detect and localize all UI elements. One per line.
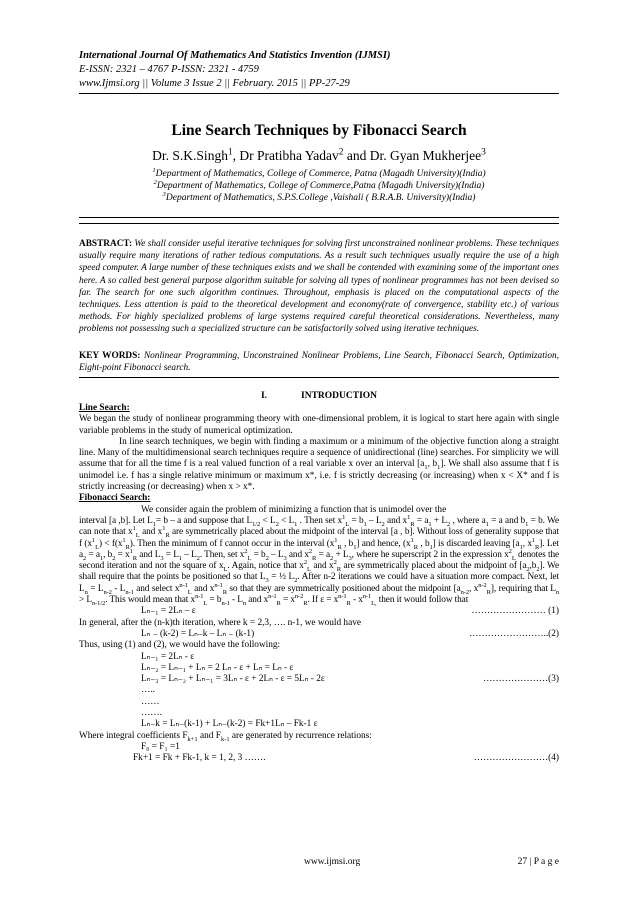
author-line (79, 148, 559, 164)
author-separator: and (343, 148, 370, 163)
equation-line: Lₙ₋₂ = Lₙ₋₁ + Lₙ = 2 Lₙ - ε + Lₙ = Lₙ - ε (141, 662, 294, 673)
affiliation (79, 180, 559, 192)
affiliation (79, 192, 559, 204)
page-footer (79, 857, 559, 871)
author-name: Dr Pratibha Yadav (239, 148, 339, 163)
ellipsis-line: …… (141, 696, 160, 707)
subheading-fibonacci: Fibonacci Search: (79, 493, 151, 504)
volume-line: www.Ijmsi.org || Volume 3 Issue 2 || February. 2015 || PP-27-29 (79, 78, 350, 89)
author-separator: , (232, 148, 240, 163)
affiliation-mark: 2 (153, 178, 157, 186)
paragraph-math: interval [a ,b]. Let $L_1= b - a$ and suppose that $L_{1/2} < L_2 < L_1$ . Then set $x^1_L = b_1 - L_2$ and $x^1_R = a_1 + L_2$ , where $a_1 = a$ and $b_1 = b$. We can note that $x^1_L$ and $x^1_R$ are symmetrically placed about the midpoint of the interval [a , b]. Without loss of generality suppose that f $(x^1_L) < f(x^1_R)$. Then the minimum of f cannot occur in the interval ($x^1_R$ , $b_1$] and hence, ($x^1_R$ , $b_1$] is discarded leaving [$a_1$, $x^1_R$]. Let $a_2 = a_1$, $b_2 = x^1_R$ and $L_3 = L_1 - L_2$. Then, set $x^2_L = b_2 - L_3$ and $x^2_R = a_2 + L_3$, where he superscript 2 in the expression $x^2_L$ denotes the second iteration and not the square of $x_L$. Again, notice that $x^2_L$ and $x^2_R$ are symmetrically placed about the midpoint of $[a_2,b_2]$. We shall require that the points be positioned so that $L_3$ = ½ $L_2$. After n-2 iterations we could have a situation more compact. Next, let $L_n = L_{n-2} - L_{n-1}$ and select $x^{n-1}_L$ and $x^{n-1}_R$ so that they are symmetrically positioned about the midpoint [$a_{n-2}$, $x^{n-2}_R$], requiring that $L_n > L_{n-1/2}$. This would mean that $x^{n-1}_L = b_{n-1} - L_n$ and $x^{n-1}_R = x^{n-2}_R$. If $\varepsilon = x^{n-1}_R - x^{n-1}_{L,}$ then it would follow that (79, 513, 560, 607)
affiliation-text: Department of Mathematics, College of Commerce,Patna (Magadh University)(India) (156, 181, 485, 191)
keywords-text: Nonlinear Programming, Unconstrained Nonlinear Problems, Line Search, Fibonacci Search, Optimization, Eight-point Fibonacci search. (79, 351, 559, 374)
subheading-line-search: Line Search: (79, 403, 130, 413)
author-mark: 3 (481, 147, 486, 158)
equation-line: Lₙ₋₁ = 2Lₙ - ε (141, 651, 195, 662)
page-number: 27 | P a g e (517, 857, 559, 867)
equation-2: Lₙ ₋ (k-2) = Lₙ₋k – Lₙ ₋ (k-1) ……………………..(2) (141, 628, 559, 639)
keywords-rule (79, 377, 559, 378)
section-number: I. (260, 391, 268, 401)
affiliation-text: Department of Mathematics, S.P.S.College ,Vaishali ( B.R.A.B. University)(India) (165, 193, 476, 203)
ellipsis-line: ….. (141, 685, 155, 696)
equation-tag: ……………………..(2) (469, 628, 559, 639)
affiliation-mark: 1 (152, 166, 156, 174)
header-rule (79, 93, 559, 94)
equation-line: Lₙ₋k = Lₙ₋(k-1) + Lₙ₋(k-2) = Fk+1Lₙ – Fk-1 ε (141, 719, 318, 730)
equation-1: Lₙ₋₁ = 2Lₙ – ε …………………… (1) (141, 606, 559, 617)
affiliation (79, 168, 559, 180)
abstract-top-rule (79, 217, 559, 218)
author-mark: 2 (338, 147, 344, 158)
keywords-label: KEY WORDS: (79, 351, 141, 361)
body-text (79, 403, 559, 765)
author-name: Dr. Gyan Mukherjee (369, 148, 482, 163)
issn-line: E-ISSN: 2321 – 4767 P-ISSN: 2321 - 4759 (79, 64, 259, 75)
ellipsis-line: ……. (141, 708, 162, 719)
affiliation-mark: 3 (162, 190, 166, 198)
equation-tag: ……………………(4) (473, 753, 559, 764)
equation-tag: …………………… (1) (471, 606, 559, 617)
section-heading (79, 391, 559, 401)
paragraph: In line search techniques, we begin with finding a maximum or a minimum of the objective function along a straight line. Many of the multidimensional search techniques require a sequence of unidirectional (line) searches. For simplicity we will assume that for all the time f is a real valued function of a real variable x over an interval [$a_1$, $b_1$]. We shall also assume that f is unimodel i.e. f has a single relative minimum or maximum x*, i.e. f is strictly decreasing (or increasing) when x < X* and f is strictly increasing (or decreasing) when x > x*. (79, 436, 559, 493)
equation-4: Fk+1 = Fk + Fk-1, k = 1, 2, 3 ……. ……………………(4) (133, 753, 559, 764)
abstract-top-rule-2 (79, 223, 559, 224)
abstract (79, 238, 559, 336)
paper-title: Line Search Techniques by Fibonacci Search (171, 122, 467, 139)
footer-url: www.ijmsi.org (304, 857, 361, 867)
affiliation-text: Department of Mathematics, College of Commerce, Patna (Magadh University)(India) (155, 169, 486, 179)
equation-tag: …………………(3) (483, 674, 559, 685)
abstract-text: We shall consider useful iterative techniques for solving first unconstrained nonlinear problems. These techniques usually require many iterations of rather tedious computations. As a result such techniques usually require the use of a high speed computer. A large number of these techniques exists and we shall be contended with examining some of the important ones here. A so called best general purpose algorithm suitable for solving all types of nonlinear programmes has not been devised so far. The search for one such algorithm continues. Throughout, emphasis is placed on the computational aspects of the techniques. Less attention is paid to the theoretical development and economy(rate of convergence, stability etc.) of various methods. For highly specialized problems of large systems required careful theoretical considerations. Nevertheless, many problems not possessing such a specialized structure can be satisfactorily solved using iterative techniques. (79, 239, 560, 335)
equation-line: F₀ = F₁ =1 (141, 741, 180, 752)
equation-3: Lₙ₋₃ = Lₙ₋₂ + Lₙ₋₁ = 3Lₙ - ε + 2Lₙ - ε = 5Lₙ - 2ε …………………(3) (141, 674, 559, 685)
section-title: INTRODUCTION (301, 391, 378, 401)
journal-name: International Journal Of Mathematics And Statistics Invention (IJMSI) (79, 50, 391, 61)
paragraph: In general, after the (n-k)th iteration, where k = 2,3, …. n-1, we would have (79, 617, 361, 628)
author-mark: 1 (227, 147, 233, 158)
abstract-label: ABSTRACT: (79, 239, 133, 249)
paragraph: Where integral coefficients $F_{k+1}$ and $F_{k-1}$ are generated by recurrence relations: (79, 730, 372, 743)
keywords (79, 350, 559, 374)
paragraph: We consider again the problem of minimizing a function that is unimodel over the (141, 504, 447, 515)
author-name: Dr. S.K.Singh (152, 148, 228, 163)
paragraph: Thus, using (1) and (2), we would have the following: (79, 640, 281, 651)
paragraph: We began the study of nonlinear programming theory with one-dimensional problem, it is logical to start here again with single variable problems in the study of numerical optimization. (79, 414, 559, 436)
